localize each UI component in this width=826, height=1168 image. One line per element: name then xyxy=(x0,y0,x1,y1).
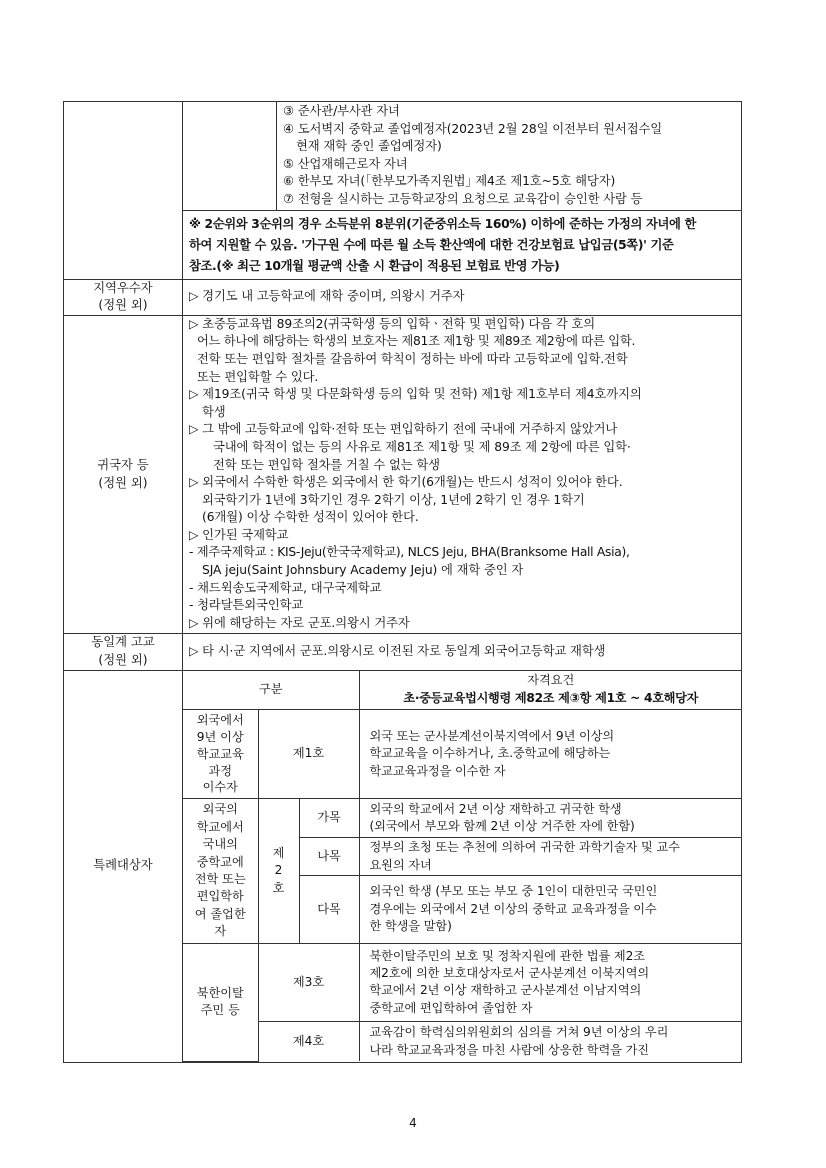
income-note-line: 하여 지원할 수 있음. '가구원 수에 따른 월 소득 환산액에 대한 건강보험료 납입금(5쪽)' 기준 xyxy=(189,237,674,252)
requirement-line: 요원의 자녀 xyxy=(369,857,432,872)
requirement-line: 교육감이 학력심의위원회의 심의를 거쳐 9년 이상의 우리 xyxy=(369,1025,669,1040)
code-cell: 제4호 xyxy=(258,1021,359,1061)
returnee-line: 어느 하나에 해당하는 학생의 보호자는 제81조 제1항 및 제89조 제2항에 따른 입학. xyxy=(197,334,636,349)
same-type-row xyxy=(64,634,742,670)
returnee-line: 또는 편입학할 수 있다. xyxy=(197,369,319,384)
admission-criteria-table xyxy=(63,101,742,1063)
group-cell xyxy=(183,799,258,944)
same-type-label-line: (정원 외) xyxy=(98,653,148,668)
priority-item: ⑤ 산업재해근로자 자녀 xyxy=(283,156,408,171)
requirement-line: 외국의 학교에서 2년 이상 재학하고 귀국한 학생 xyxy=(369,801,622,816)
returnee-line: ▷ 그 밖에 고등학교에 입학·전학 또는 편입학하기 전에 국내에 거주하지 않았거나 xyxy=(189,422,618,437)
returnee-content xyxy=(183,315,742,634)
requirement-line: 학교에서 2년 이상 재학하고 군사분계선 이남지역의 xyxy=(369,983,642,998)
requirement-cell xyxy=(359,710,742,799)
returnee-line: 전학 또는 편입학 절차를 거칠 수 없는 학생 xyxy=(213,457,440,472)
same-type-content xyxy=(183,634,742,670)
code-line: 2 xyxy=(274,863,283,878)
item-mark-cell: 다목 xyxy=(299,875,359,943)
requirement-line: 제2호에 의한 보호대상자로서 군사분계선 이북지역의 xyxy=(369,966,650,981)
group-line: 9년 이상 xyxy=(196,729,244,744)
requirement-cell xyxy=(359,943,742,1021)
returnee-line: - 채드윅송도국제학교, 대구국제학교 xyxy=(189,580,382,595)
special-row-1 xyxy=(183,710,742,799)
returnee-line: ▷ 초중등교육법 89조의2(귀국학생 등의 입학ㆍ전학 및 편입학) 다음 각 호의 xyxy=(189,316,596,331)
page-number: 4 xyxy=(409,1116,417,1130)
special-row-2a xyxy=(183,799,742,838)
same-type-label xyxy=(64,634,183,670)
same-type-label-line: 동일계 고교 xyxy=(91,635,155,650)
group-line: 북한이탈 xyxy=(196,986,244,1001)
requirement-line: 중학교에 편입학하여 졸업한 자 xyxy=(369,1000,533,1015)
group-line: 과정 xyxy=(208,763,233,778)
returnee-line: 국내에 학적이 없는 등의 사유로 제81조 제1항 및 제 89조 제 2항에 따른 입학· xyxy=(213,439,631,454)
returnee-line: 학생 xyxy=(202,404,226,419)
requirement-cell xyxy=(359,838,742,876)
group-line: 국내의 xyxy=(202,837,238,852)
priority-list xyxy=(276,102,741,210)
code-line: 제 xyxy=(272,845,285,860)
income-note-line: ※ 2순위와 3순위의 경우 소득분위 8분위(기준중위소득 160%) 이하에 준하는 가정의 자녀에 한 xyxy=(189,216,697,231)
special-header-row xyxy=(183,671,742,710)
group-line: 외국의 xyxy=(202,802,238,817)
regional-row xyxy=(64,279,742,315)
category-header: 구분 xyxy=(183,671,359,710)
priority-cell xyxy=(183,102,742,211)
continued-label-cell xyxy=(64,102,183,280)
requirement-line: 학교교육을 이수하거나, 초.중학교에 해당하는 xyxy=(369,746,611,761)
requirement-line: (외국에서 부모와 함께 2년 이상 거주한 자에 한함) xyxy=(369,819,635,834)
priority-continued-row xyxy=(64,102,742,211)
returnee-row xyxy=(64,315,742,634)
requirement-line: 북한이탈주민의 보호 및 정착지원에 관한 법률 제2조 xyxy=(369,948,645,963)
returnee-line: - 청라달튼외국인학교 xyxy=(189,598,304,613)
priority-item: ⑥ 한부모 자녀(｢한부모가족지원법｣ 제4조 제1호~5호 해당자) xyxy=(283,174,616,189)
regional-text: ▷ 경기도 내 고등학교에 재학 중이며, 의왕시 거주자 xyxy=(189,289,465,304)
requirement-line: 학교교육과정을 이수한 자 xyxy=(369,763,506,778)
priority-item: ③ 준사관/부사관 자녀 xyxy=(283,104,400,118)
requirement-line: 경우에는 외국에서 2년 이상의 중학교 교육과정을 이수 xyxy=(369,901,657,916)
requirement-line: 정부의 초청 또는 추천에 의하여 귀국한 과학기술자 및 교수 xyxy=(369,840,680,855)
requirement-header xyxy=(359,671,742,710)
code-cell: 제3호 xyxy=(258,943,359,1021)
returnee-label xyxy=(64,315,183,634)
returnee-line: ▷ 위에 해당하는 자로 군포.의왕시 거주자 xyxy=(189,615,410,630)
returnee-label-line: (정원 외) xyxy=(98,475,148,490)
group-line: 편입학하 xyxy=(196,889,244,904)
special-row-3 xyxy=(183,943,742,1021)
special-row-4 xyxy=(183,1021,742,1061)
returnee-line: - 제주국제학교 : KIS-Jeju(한국국제학교), NLCS Jeju, BHA(Branksome Hall Asia), xyxy=(189,545,630,560)
special-label: 특례대상자 xyxy=(64,670,183,1062)
returnee-label-line: 귀국자 등 xyxy=(97,458,149,472)
group-cell xyxy=(183,943,258,1061)
requirement-cell xyxy=(359,799,742,838)
regional-content xyxy=(183,279,742,315)
requirement-title: 자격요건 xyxy=(527,673,575,688)
group-line: 주민 등 xyxy=(200,1003,240,1018)
income-note-line: 참조.(※ 최근 10개월 평균액 산출 시 환급이 적용된 보험료 반영 가능) xyxy=(189,258,560,273)
priority-item: ⑦ 전형을 실시하는 고등학교장의 요청으로 교육감이 승인한 사람 등 xyxy=(283,191,643,206)
regional-label-line: 지역우수자 xyxy=(93,280,153,295)
code-cell: 제1호 xyxy=(258,710,359,799)
item-mark-cell: 나목 xyxy=(299,838,359,876)
regional-label xyxy=(64,279,183,315)
code-cell xyxy=(258,799,299,944)
requirement-line: 외국인 학생 (부모 또는 부모 중 1인이 대한민국 국민인 xyxy=(369,884,658,899)
requirement-subtitle: 초·중등교육법시행령 제82조 제③항 제1호 ~ 4호해당자 xyxy=(403,690,699,705)
same-type-text: ▷ 타 시·군 지역에서 군포.의왕시로 이전된 자로 동일계 외국어고등학교 재학생 xyxy=(189,644,606,659)
returnee-line: ▷ 제19조(귀국 학생 및 다문화학생 등의 입학 및 전학) 제1항 제1호부터 제4호까지의 xyxy=(189,387,642,402)
returnee-line: 전학 또는 편입학 절차를 갈음하여 학칙이 정하는 바에 따라 고등학교에 입학.전학 xyxy=(197,351,628,366)
group-line: 이수자 xyxy=(202,780,238,795)
group-line: 중학교에 xyxy=(196,854,244,869)
returnee-line: ▷ 인가된 국제학교 xyxy=(189,527,289,542)
priority-item: 현재 재학 중인 졸업예정자) xyxy=(296,139,442,154)
returnee-line: 외국학기가 1년에 3학기인 경우 2학기 이상, 1년에 2학기 인 경우 1학기 xyxy=(202,492,585,507)
special-content xyxy=(183,670,742,1062)
item-mark-cell: 가목 xyxy=(299,799,359,838)
group-line: 전학 또는 xyxy=(194,872,246,887)
special-row xyxy=(64,670,742,1062)
requirement-line: 나라 학교교육과정을 마친 사람에 상응한 학력을 가진 xyxy=(369,1042,649,1057)
requirement-line: 외국 또는 군사분계선이북지역에서 9년 이상의 xyxy=(369,729,615,744)
returnee-line: (6개월) 이상 수학한 성적이 있어야 한다. xyxy=(202,510,419,525)
requirement-cell xyxy=(359,875,742,943)
group-line: 외국에서 xyxy=(196,713,244,728)
special-criteria-table xyxy=(183,671,742,1062)
returnee-line: ▷ 외국에서 수학한 학생은 외국에서 한 학기(6개월)는 반드시 성적이 있어야 한다. xyxy=(189,475,623,490)
requirement-cell xyxy=(359,1021,742,1061)
group-line: 학교교육 xyxy=(196,746,244,761)
income-note-cell xyxy=(183,210,742,279)
group-line: 학교에서 xyxy=(196,819,244,834)
returnee-line: SJA jeju(Saint Johnsbury Academy Jeju) 에 재학 중인 자 xyxy=(202,563,524,578)
group-line: 자 xyxy=(214,924,227,939)
code-line: 호 xyxy=(272,880,285,895)
regional-label-line: (정원 외) xyxy=(98,298,148,313)
priority-item: ④ 도서벽지 중학교 졸업예정자(2023년 2월 28일 이전부터 원서접수일 xyxy=(283,121,663,136)
requirement-line: 한 학생을 말함) xyxy=(369,919,452,934)
group-line: 여 졸업한 xyxy=(194,906,246,921)
group-cell xyxy=(183,710,258,799)
